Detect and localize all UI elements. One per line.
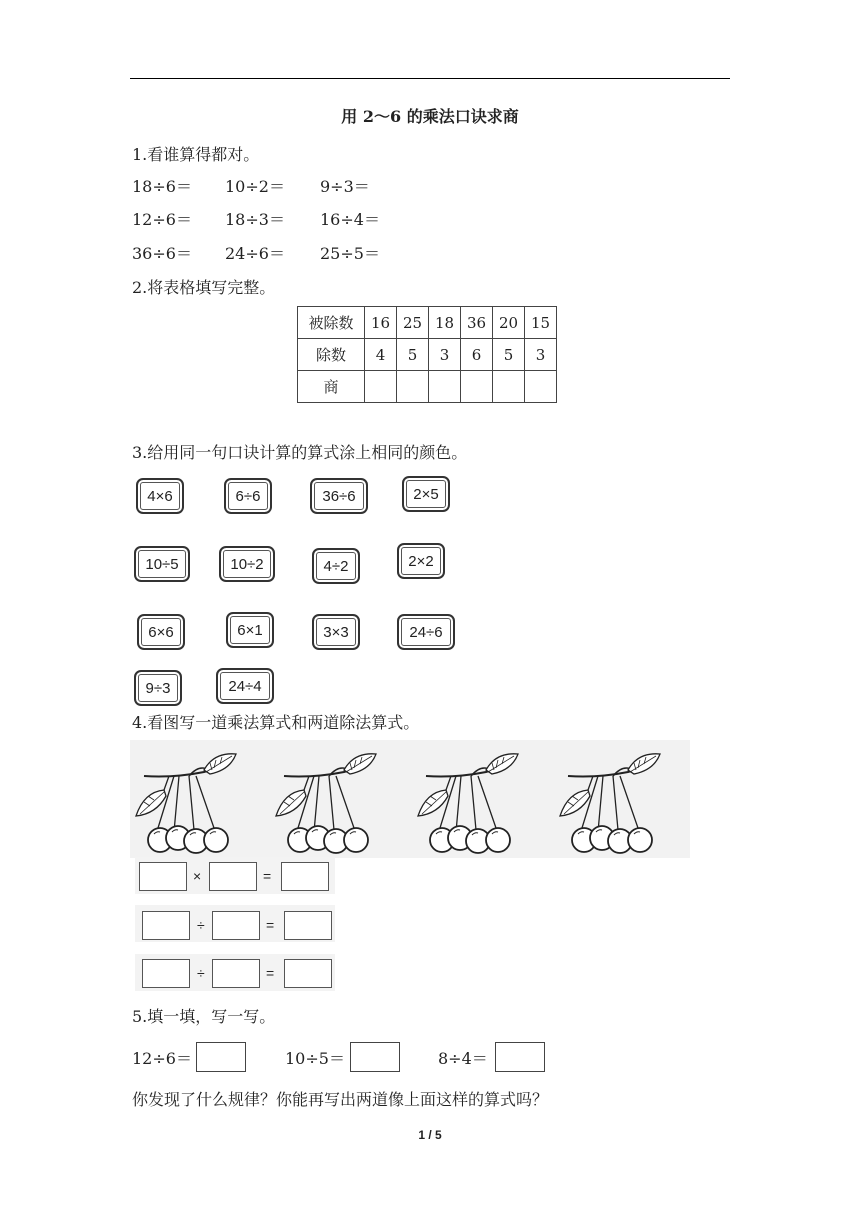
q1-equation: 16÷4＝ bbox=[320, 210, 380, 229]
answer-box[interactable] bbox=[142, 959, 190, 988]
q1-heading: 1.看谁算得都对。 bbox=[132, 145, 260, 164]
answer-box[interactable] bbox=[284, 959, 332, 988]
page-title: 用 2～6 的乘法口诀求商 bbox=[341, 107, 519, 126]
q1-equation: 24÷6＝ bbox=[225, 244, 285, 263]
q5-equation: 10÷5＝ bbox=[285, 1049, 345, 1068]
q1-equation: 18÷3＝ bbox=[225, 210, 285, 229]
expression-card[interactable]: 2×2 bbox=[397, 543, 445, 579]
answer-box[interactable] bbox=[350, 1042, 400, 1072]
table-cell: 3 bbox=[429, 339, 461, 371]
expression-card[interactable]: 4×6 bbox=[136, 478, 184, 514]
q1-equation: 9÷3＝ bbox=[320, 177, 370, 196]
equals-sign: = bbox=[266, 965, 275, 981]
answer-cell[interactable] bbox=[365, 371, 397, 403]
expression-card[interactable]: 24÷4 bbox=[216, 668, 274, 704]
table-cell: 5 bbox=[493, 339, 525, 371]
row-label-dividend: 被除数 bbox=[298, 307, 365, 339]
q5-equation: 8÷4＝ bbox=[438, 1049, 488, 1068]
q1-equation: 18÷6＝ bbox=[132, 177, 192, 196]
answer-cell[interactable] bbox=[461, 371, 493, 403]
table-cell: 18 bbox=[429, 307, 461, 339]
q1-equation: 10÷2＝ bbox=[225, 177, 285, 196]
expression-card[interactable]: 6×1 bbox=[226, 612, 274, 648]
multiplication-row bbox=[135, 857, 335, 894]
answer-cell[interactable] bbox=[493, 371, 525, 403]
q5-question: 你发现了什么规律？你能再写出两道像上面这样的算式吗？ bbox=[132, 1090, 549, 1109]
table-row bbox=[298, 307, 557, 339]
q1-equation: 36÷6＝ bbox=[132, 244, 192, 263]
divide-sign: ÷ bbox=[197, 917, 205, 933]
answer-cell[interactable] bbox=[525, 371, 557, 403]
answer-box[interactable] bbox=[209, 862, 257, 891]
divide-sign: ÷ bbox=[197, 965, 205, 981]
header-rule bbox=[130, 78, 730, 79]
answer-box[interactable] bbox=[196, 1042, 246, 1072]
answer-box[interactable] bbox=[212, 959, 260, 988]
table-cell: 15 bbox=[525, 307, 557, 339]
table-cell: 4 bbox=[365, 339, 397, 371]
row-label-divisor: 除数 bbox=[298, 339, 365, 371]
expression-card[interactable]: 4÷2 bbox=[312, 548, 360, 584]
times-sign: × bbox=[193, 868, 202, 884]
table-cell: 20 bbox=[493, 307, 525, 339]
equals-sign: = bbox=[266, 917, 275, 933]
table-cell: 16 bbox=[365, 307, 397, 339]
expression-card[interactable]: 24÷6 bbox=[397, 614, 455, 650]
table-cell: 6 bbox=[461, 339, 493, 371]
q1-equation: 25÷5＝ bbox=[320, 244, 380, 263]
cherry-branches-image bbox=[130, 740, 690, 858]
answer-box[interactable] bbox=[139, 862, 187, 891]
page-number: 1 / 5 bbox=[418, 1128, 442, 1142]
table-row bbox=[298, 371, 557, 403]
q4-heading: 4.看图写一道乘法算式和两道除法算式。 bbox=[132, 713, 420, 732]
q5-heading: 5.填一填，写一写。 bbox=[132, 1007, 276, 1026]
answer-cell[interactable] bbox=[429, 371, 461, 403]
division-table bbox=[297, 306, 557, 403]
q3-heading: 3.给用同一句口诀计算的算式涂上相同的颜色。 bbox=[132, 443, 468, 462]
division-row bbox=[135, 954, 335, 991]
expression-card[interactable]: 3×3 bbox=[312, 614, 360, 650]
answer-box[interactable] bbox=[281, 862, 329, 891]
expression-card[interactable]: 2×5 bbox=[402, 476, 450, 512]
answer-box[interactable] bbox=[142, 911, 190, 940]
table-cell: 25 bbox=[397, 307, 429, 339]
table-row bbox=[298, 339, 557, 371]
answer-box[interactable] bbox=[284, 911, 332, 940]
table-cell: 3 bbox=[525, 339, 557, 371]
expression-card[interactable]: 6÷6 bbox=[224, 478, 272, 514]
q1-equation: 12÷6＝ bbox=[132, 210, 192, 229]
answer-cell[interactable] bbox=[397, 371, 429, 403]
expression-card[interactable]: 6×6 bbox=[137, 614, 185, 650]
expression-card[interactable]: 9÷3 bbox=[134, 670, 182, 706]
q2-heading: 2.将表格填写完整。 bbox=[132, 278, 276, 297]
answer-box[interactable] bbox=[212, 911, 260, 940]
answer-box[interactable] bbox=[495, 1042, 545, 1072]
cherry-picture bbox=[130, 740, 690, 858]
division-row bbox=[135, 905, 335, 942]
table-cell: 36 bbox=[461, 307, 493, 339]
equals-sign: = bbox=[263, 868, 272, 884]
q5-equation: 12÷6＝ bbox=[132, 1049, 192, 1068]
expression-card[interactable]: 10÷5 bbox=[134, 546, 190, 582]
row-label-quotient: 商 bbox=[298, 371, 365, 403]
expression-card[interactable]: 36÷6 bbox=[310, 478, 368, 514]
table-cell: 5 bbox=[397, 339, 429, 371]
expression-card[interactable]: 10÷2 bbox=[219, 546, 275, 582]
